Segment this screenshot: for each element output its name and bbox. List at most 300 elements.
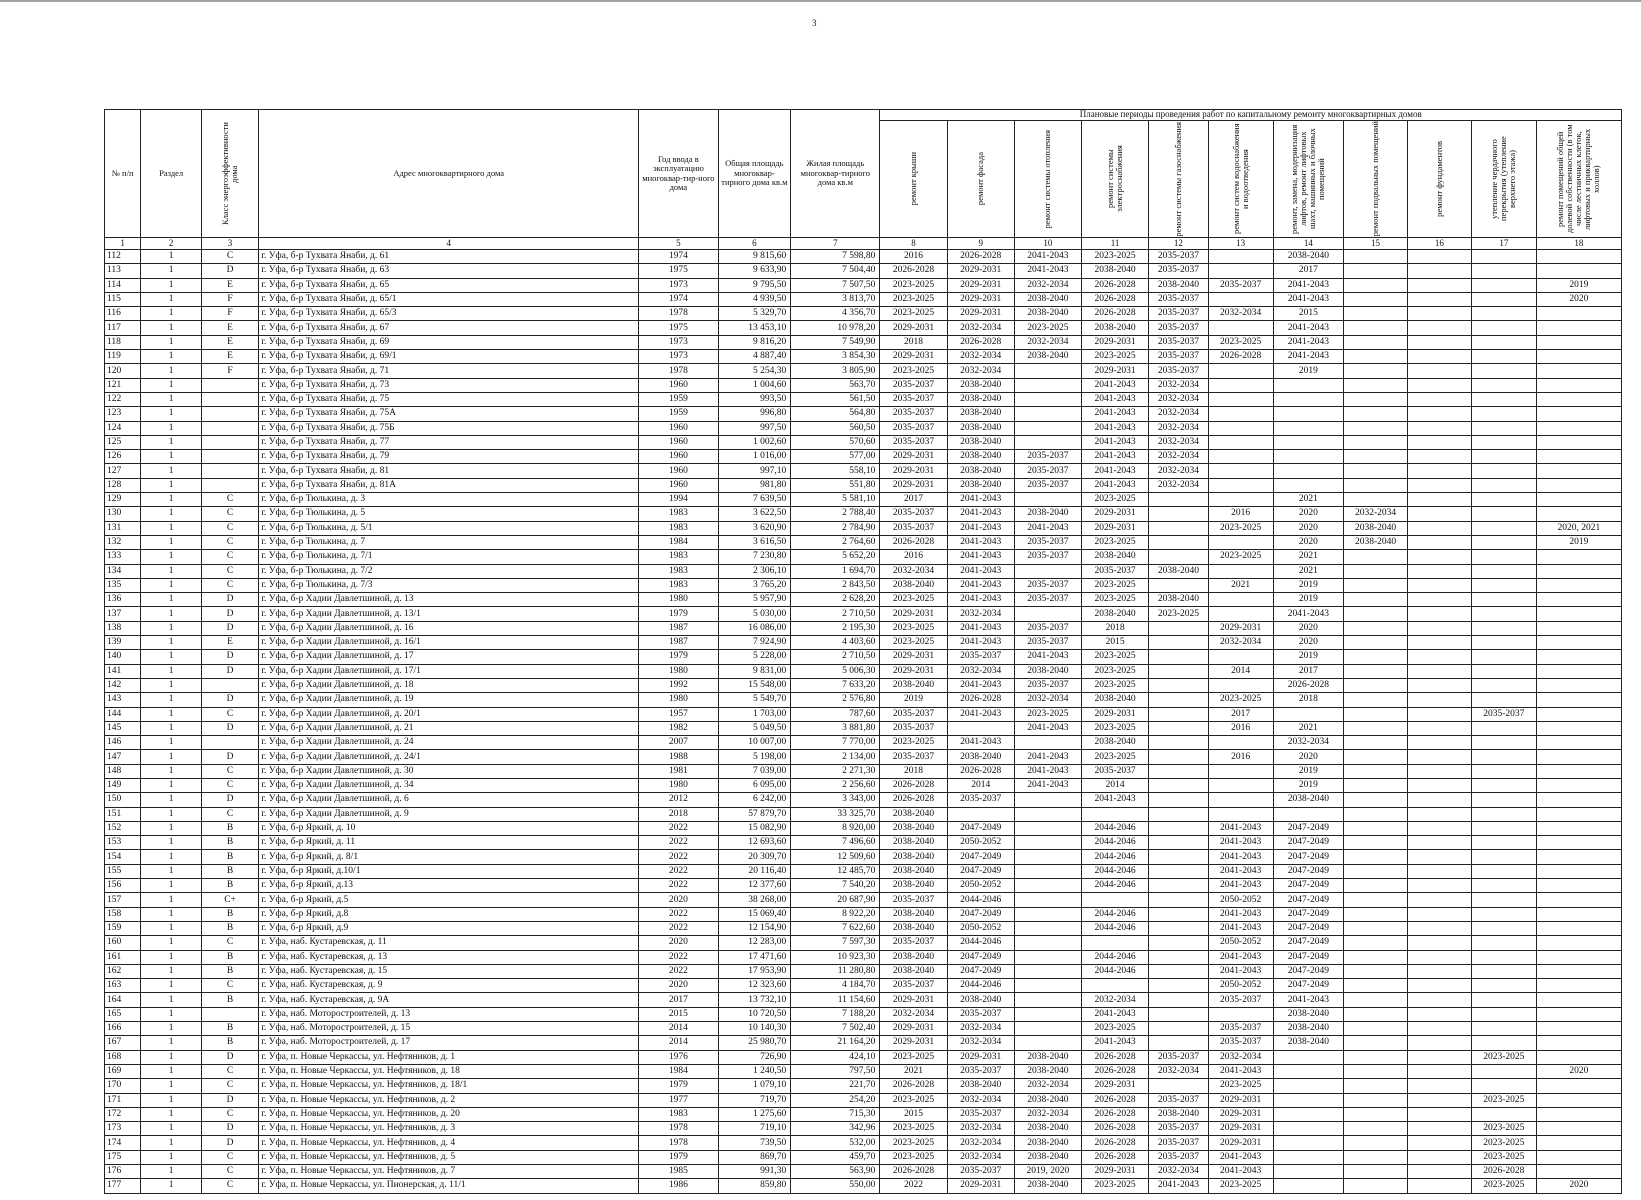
cell-roof: 2029-2031 bbox=[880, 321, 947, 335]
cell-total-area: 5 329,70 bbox=[718, 307, 791, 321]
cell-address: г. Уфа, наб. Кустаревская, д. 9А bbox=[259, 993, 639, 1007]
cell-attic bbox=[1471, 821, 1536, 835]
cell-heating: 2032-2034 bbox=[1014, 693, 1081, 707]
cell-basement bbox=[1344, 378, 1408, 392]
table-row bbox=[105, 350, 1622, 364]
cell-year: 1980 bbox=[639, 664, 718, 678]
cell-num: 145 bbox=[105, 721, 141, 735]
cell-address: г. Уфа, п. Новые Черкассы, ул. Нефтяников, д. 1 bbox=[259, 1050, 639, 1064]
cell-total-area: 10 007,00 bbox=[718, 736, 791, 750]
cell-gas: 2032-2034 bbox=[1149, 478, 1208, 492]
table-row bbox=[105, 278, 1622, 292]
cell-energy-class: C bbox=[201, 493, 258, 507]
cell-living-area: 7 504,40 bbox=[791, 264, 880, 278]
cell-basement bbox=[1344, 979, 1408, 993]
cell-energy-class: B bbox=[201, 864, 258, 878]
table-row bbox=[105, 264, 1622, 278]
cell-facade: 2014 bbox=[947, 778, 1014, 792]
cell-water: 2035-2037 bbox=[1208, 993, 1273, 1007]
table-row bbox=[105, 707, 1622, 721]
cell-electric: 2041-2043 bbox=[1081, 1036, 1148, 1050]
cell-roof: 2029-2031 bbox=[880, 450, 947, 464]
cell-foundation bbox=[1407, 907, 1471, 921]
cell-elevator bbox=[1273, 392, 1343, 406]
cell-elevator: 2019 bbox=[1273, 593, 1343, 607]
table-row bbox=[105, 1036, 1622, 1050]
cell-water bbox=[1208, 478, 1273, 492]
cell-gas: 2041-2043 bbox=[1149, 1179, 1208, 1193]
cell-electric: 2041-2043 bbox=[1081, 793, 1148, 807]
cell-total-area: 3 765,20 bbox=[718, 578, 791, 592]
cell-attic: 2026-2028 bbox=[1471, 1165, 1536, 1179]
cell-energy-class: C bbox=[201, 550, 258, 564]
cell-facade: 2032-2034 bbox=[947, 350, 1014, 364]
header-section: Раздел bbox=[141, 110, 202, 238]
cell-total-area: 4 939,50 bbox=[718, 292, 791, 306]
cell-electric: 2038-2040 bbox=[1081, 321, 1148, 335]
cell-num: 176 bbox=[105, 1165, 141, 1179]
cell-electric: 2026-2028 bbox=[1081, 1107, 1148, 1121]
cell-facade: 2032-2034 bbox=[947, 1036, 1014, 1050]
table-row bbox=[105, 1022, 1622, 1036]
cell-num: 156 bbox=[105, 879, 141, 893]
cell-attic bbox=[1471, 778, 1536, 792]
cell-foundation bbox=[1407, 621, 1471, 635]
cell-common bbox=[1536, 1122, 1621, 1136]
cell-address: г. Уфа, п. Новые Черкассы, ул. Нефтяников, д. 7 bbox=[259, 1165, 639, 1179]
header-living-area: Жилая площадь многоквар-тирного дома кв.м bbox=[791, 110, 880, 238]
cell-electric: 2041-2043 bbox=[1081, 378, 1148, 392]
cell-foundation bbox=[1407, 1122, 1471, 1136]
cell-water: 2041-2043 bbox=[1208, 864, 1273, 878]
cell-attic bbox=[1471, 664, 1536, 678]
cell-gas: 2035-2037 bbox=[1149, 292, 1208, 306]
cell-elevator: 2041-2043 bbox=[1273, 278, 1343, 292]
column-number: 18 bbox=[1536, 238, 1621, 250]
cell-total-area: 7 230,80 bbox=[718, 550, 791, 564]
cell-address: г. Уфа, б-р Тухвата Янаби, д. 75Б bbox=[259, 421, 639, 435]
cell-foundation bbox=[1407, 821, 1471, 835]
cell-facade: 2038-2040 bbox=[947, 478, 1014, 492]
cell-num: 149 bbox=[105, 778, 141, 792]
cell-num: 155 bbox=[105, 864, 141, 878]
cell-living-area: 12 485,70 bbox=[791, 864, 880, 878]
cell-address: г. Уфа, б-р Тухвата Янаби, д. 75А bbox=[259, 407, 639, 421]
cell-gas bbox=[1149, 879, 1208, 893]
cell-address: г. Уфа, б-р Хадии Давлетшиной, д. 30 bbox=[259, 764, 639, 778]
cell-section: 1 bbox=[141, 521, 202, 535]
cell-basement bbox=[1344, 607, 1408, 621]
cell-basement bbox=[1344, 664, 1408, 678]
cell-water bbox=[1208, 778, 1273, 792]
cell-roof: 2032-2034 bbox=[880, 1007, 947, 1021]
cell-total-area: 3 616,50 bbox=[718, 535, 791, 549]
cell-facade: 2032-2034 bbox=[947, 364, 1014, 378]
cell-gas: 2035-2037 bbox=[1149, 364, 1208, 378]
cell-common bbox=[1536, 421, 1621, 435]
cell-total-area: 12 323,60 bbox=[718, 979, 791, 993]
cell-attic: 2023-2025 bbox=[1471, 1122, 1536, 1136]
cell-electric: 2029-2031 bbox=[1081, 1079, 1148, 1093]
cell-gas bbox=[1149, 921, 1208, 935]
table-row bbox=[105, 1165, 1622, 1179]
table-row bbox=[105, 778, 1622, 792]
table-row bbox=[105, 421, 1622, 435]
cell-living-area: 8 922,20 bbox=[791, 907, 880, 921]
cell-year: 1960 bbox=[639, 450, 718, 464]
cell-num: 167 bbox=[105, 1036, 141, 1050]
cell-common bbox=[1536, 607, 1621, 621]
cell-elevator: 2017 bbox=[1273, 264, 1343, 278]
cell-foundation bbox=[1407, 721, 1471, 735]
cell-address: г. Уфа, б-р Яркий, д. 8/1 bbox=[259, 850, 639, 864]
cell-basement bbox=[1344, 264, 1408, 278]
cell-foundation bbox=[1407, 636, 1471, 650]
cell-facade: 2026-2028 bbox=[947, 250, 1014, 264]
cell-address: г. Уфа, б-р Тюлькина, д. 5/1 bbox=[259, 521, 639, 535]
cell-energy-class: C bbox=[201, 1165, 258, 1179]
cell-total-area: 10 720,50 bbox=[718, 1007, 791, 1021]
cell-section: 1 bbox=[141, 1022, 202, 1036]
cell-section: 1 bbox=[141, 292, 202, 306]
cell-num: 161 bbox=[105, 950, 141, 964]
table-row bbox=[105, 850, 1622, 864]
header-heating: ремонт системы отопления bbox=[1014, 121, 1081, 238]
cell-roof: 2038-2040 bbox=[880, 836, 947, 850]
cell-facade: 2050-2052 bbox=[947, 921, 1014, 935]
cell-section: 1 bbox=[141, 650, 202, 664]
cell-electric: 2044-2046 bbox=[1081, 879, 1148, 893]
cell-roof: 2029-2031 bbox=[880, 478, 947, 492]
cell-common bbox=[1536, 864, 1621, 878]
cell-section: 1 bbox=[141, 593, 202, 607]
cell-common bbox=[1536, 907, 1621, 921]
cell-elevator: 2047-2049 bbox=[1273, 979, 1343, 993]
cell-heating bbox=[1014, 493, 1081, 507]
cell-attic bbox=[1471, 250, 1536, 264]
cell-num: 126 bbox=[105, 450, 141, 464]
cell-address: г. Уфа, п. Новые Черкассы, ул. Нефтяников, д. 20 bbox=[259, 1107, 639, 1121]
cell-roof: 2021 bbox=[880, 1064, 947, 1078]
cell-roof: 2016 bbox=[880, 250, 947, 264]
cell-heating bbox=[1014, 893, 1081, 907]
cell-foundation bbox=[1407, 650, 1471, 664]
cell-year: 2022 bbox=[639, 879, 718, 893]
cell-roof: 2035-2037 bbox=[880, 979, 947, 993]
cell-address: г. Уфа, б-р Тухвата Янаби, д. 71 bbox=[259, 364, 639, 378]
cell-water: 2023-2025 bbox=[1208, 550, 1273, 564]
cell-num: 125 bbox=[105, 435, 141, 449]
cell-common bbox=[1536, 964, 1621, 978]
cell-address: г. Уфа, б-р Тюлькина, д. 3 bbox=[259, 493, 639, 507]
header-water: ремонт систем водоснабжения и водоотведения bbox=[1208, 121, 1273, 238]
table-row bbox=[105, 821, 1622, 835]
cell-num: 168 bbox=[105, 1050, 141, 1064]
cell-roof: 2038-2040 bbox=[880, 850, 947, 864]
cell-water bbox=[1208, 407, 1273, 421]
cell-total-area: 5 049,50 bbox=[718, 721, 791, 735]
cell-common bbox=[1536, 1007, 1621, 1021]
cell-electric: 2023-2025 bbox=[1081, 1022, 1148, 1036]
table-row bbox=[105, 1179, 1622, 1193]
cell-energy-class: B bbox=[201, 993, 258, 1007]
cell-electric: 2038-2040 bbox=[1081, 264, 1148, 278]
cell-num: 170 bbox=[105, 1079, 141, 1093]
cell-total-area: 12 377,60 bbox=[718, 879, 791, 893]
cell-attic bbox=[1471, 793, 1536, 807]
cell-roof: 2023-2025 bbox=[880, 1050, 947, 1064]
cell-living-area: 12 509,60 bbox=[791, 850, 880, 864]
cell-num: 123 bbox=[105, 407, 141, 421]
cell-energy-class: C bbox=[201, 707, 258, 721]
cell-year: 2020 bbox=[639, 936, 718, 950]
cell-num: 132 bbox=[105, 535, 141, 549]
cell-total-area: 5 957,90 bbox=[718, 593, 791, 607]
cell-section: 1 bbox=[141, 793, 202, 807]
cell-year: 1978 bbox=[639, 1136, 718, 1150]
cell-gas bbox=[1149, 721, 1208, 735]
cell-address: г. Уфа, б-р Тухвата Янаби, д. 65 bbox=[259, 278, 639, 292]
cell-year: 1979 bbox=[639, 650, 718, 664]
table-row bbox=[105, 307, 1622, 321]
cell-num: 134 bbox=[105, 564, 141, 578]
cell-roof: 2035-2037 bbox=[880, 407, 947, 421]
cell-attic bbox=[1471, 650, 1536, 664]
cell-basement bbox=[1344, 407, 1408, 421]
cell-water bbox=[1208, 593, 1273, 607]
cell-water: 2023-2025 bbox=[1208, 1079, 1273, 1093]
cell-electric: 2026-2028 bbox=[1081, 1150, 1148, 1164]
cell-electric: 2023-2025 bbox=[1081, 1179, 1148, 1193]
cell-elevator: 2047-2049 bbox=[1273, 964, 1343, 978]
cell-basement bbox=[1344, 850, 1408, 864]
cell-electric: 2018 bbox=[1081, 621, 1148, 635]
cell-total-area: 1 240,50 bbox=[718, 1064, 791, 1078]
table-row bbox=[105, 593, 1622, 607]
cell-energy-class: C bbox=[201, 764, 258, 778]
cell-water bbox=[1208, 678, 1273, 692]
cell-basement bbox=[1344, 1165, 1408, 1179]
cell-facade: 2041-2043 bbox=[947, 678, 1014, 692]
cell-num: 140 bbox=[105, 650, 141, 664]
cell-address: г. Уфа, б-р Хадии Давлетшиной, д. 24/1 bbox=[259, 750, 639, 764]
cell-gas bbox=[1149, 936, 1208, 950]
cell-num: 158 bbox=[105, 907, 141, 921]
cell-num: 159 bbox=[105, 921, 141, 935]
cell-address: г. Уфа, п. Новые Черкассы, ул. Пионерская, д. 11/1 bbox=[259, 1179, 639, 1193]
table-row bbox=[105, 750, 1622, 764]
cell-num: 143 bbox=[105, 693, 141, 707]
cell-common bbox=[1536, 778, 1621, 792]
cell-heating: 2035-2037 bbox=[1014, 478, 1081, 492]
table-row bbox=[105, 964, 1622, 978]
cell-roof: 2029-2031 bbox=[880, 464, 947, 478]
cell-electric: 2038-2040 bbox=[1081, 736, 1148, 750]
cell-energy-class: C bbox=[201, 521, 258, 535]
cell-facade: 2041-2043 bbox=[947, 521, 1014, 535]
cell-water: 2016 bbox=[1208, 721, 1273, 735]
cell-electric: 2023-2025 bbox=[1081, 250, 1148, 264]
cell-common bbox=[1536, 893, 1621, 907]
cell-electric: 2029-2031 bbox=[1081, 364, 1148, 378]
cell-roof: 2026-2028 bbox=[880, 535, 947, 549]
cell-year: 1978 bbox=[639, 364, 718, 378]
cell-heating bbox=[1014, 793, 1081, 807]
cell-electric: 2041-2043 bbox=[1081, 392, 1148, 406]
cell-living-area: 787,60 bbox=[791, 707, 880, 721]
cell-year: 1986 bbox=[639, 1179, 718, 1193]
cell-year: 1960 bbox=[639, 435, 718, 449]
table-row bbox=[105, 364, 1622, 378]
cell-electric: 2023-2025 bbox=[1081, 678, 1148, 692]
cell-gas bbox=[1149, 707, 1208, 721]
cell-electric: 2023-2025 bbox=[1081, 664, 1148, 678]
cell-heating bbox=[1014, 907, 1081, 921]
cell-water: 2032-2034 bbox=[1208, 636, 1273, 650]
cell-electric: 2035-2037 bbox=[1081, 564, 1148, 578]
cell-facade: 2041-2043 bbox=[947, 636, 1014, 650]
cell-total-area: 15 082,90 bbox=[718, 821, 791, 835]
cell-gas bbox=[1149, 950, 1208, 964]
cell-electric bbox=[1081, 979, 1148, 993]
cell-living-area: 4 356,70 bbox=[791, 307, 880, 321]
cell-year: 2012 bbox=[639, 793, 718, 807]
cell-section: 1 bbox=[141, 678, 202, 692]
cell-electric: 2041-2043 bbox=[1081, 1007, 1148, 1021]
cell-heating bbox=[1014, 993, 1081, 1007]
cell-roof: 2035-2037 bbox=[880, 707, 947, 721]
table-row bbox=[105, 764, 1622, 778]
cell-num: 124 bbox=[105, 421, 141, 435]
cell-facade: 2038-2040 bbox=[947, 450, 1014, 464]
cell-electric: 2026-2028 bbox=[1081, 278, 1148, 292]
cell-attic bbox=[1471, 350, 1536, 364]
cell-total-area: 997,10 bbox=[718, 464, 791, 478]
cell-common bbox=[1536, 750, 1621, 764]
cell-roof: 2017 bbox=[880, 493, 947, 507]
cell-water bbox=[1208, 1007, 1273, 1021]
cell-num: 114 bbox=[105, 278, 141, 292]
cell-energy-class: C bbox=[201, 578, 258, 592]
cell-energy-class: C bbox=[201, 507, 258, 521]
cell-foundation bbox=[1407, 292, 1471, 306]
cell-basement bbox=[1344, 1150, 1408, 1164]
cell-foundation bbox=[1407, 850, 1471, 864]
cell-facade: 2026-2028 bbox=[947, 335, 1014, 349]
table-row bbox=[105, 250, 1622, 264]
cell-total-area: 15 069,40 bbox=[718, 907, 791, 921]
cell-section: 1 bbox=[141, 893, 202, 907]
cell-energy-class: C bbox=[201, 1107, 258, 1121]
cell-year: 2022 bbox=[639, 907, 718, 921]
cell-foundation bbox=[1407, 836, 1471, 850]
cell-common bbox=[1536, 979, 1621, 993]
cell-num: 144 bbox=[105, 707, 141, 721]
cell-foundation bbox=[1407, 1050, 1471, 1064]
cell-heating: 2041-2043 bbox=[1014, 250, 1081, 264]
table-row bbox=[105, 321, 1622, 335]
cell-facade: 2050-2052 bbox=[947, 879, 1014, 893]
cell-electric: 2044-2046 bbox=[1081, 964, 1148, 978]
cell-common bbox=[1536, 350, 1621, 364]
cell-roof: 2023-2025 bbox=[880, 1122, 947, 1136]
cell-total-area: 726,90 bbox=[718, 1050, 791, 1064]
cell-common bbox=[1536, 507, 1621, 521]
cell-water bbox=[1208, 807, 1273, 821]
cell-heating bbox=[1014, 1007, 1081, 1021]
cell-gas: 2035-2037 bbox=[1149, 335, 1208, 349]
cell-water: 2029-2031 bbox=[1208, 621, 1273, 635]
cell-elevator bbox=[1273, 1165, 1343, 1179]
cell-common bbox=[1536, 564, 1621, 578]
cell-facade: 2035-2037 bbox=[947, 1165, 1014, 1179]
cell-num: 150 bbox=[105, 793, 141, 807]
cell-living-area: 10 978,20 bbox=[791, 321, 880, 335]
column-number: 4 bbox=[259, 238, 639, 250]
cell-heating: 2038-2040 bbox=[1014, 1179, 1081, 1193]
cell-foundation bbox=[1407, 521, 1471, 535]
cell-living-area: 7 549,90 bbox=[791, 335, 880, 349]
cell-section: 1 bbox=[141, 764, 202, 778]
cell-attic bbox=[1471, 864, 1536, 878]
cell-gas bbox=[1149, 993, 1208, 1007]
cell-total-area: 1 016,00 bbox=[718, 450, 791, 464]
cell-num: 112 bbox=[105, 250, 141, 264]
cell-num: 164 bbox=[105, 993, 141, 1007]
cell-num: 152 bbox=[105, 821, 141, 835]
table-row bbox=[105, 464, 1622, 478]
cell-year: 1960 bbox=[639, 421, 718, 435]
cell-living-area: 3 881,80 bbox=[791, 721, 880, 735]
cell-year: 1987 bbox=[639, 621, 718, 635]
cell-address: г. Уфа, б-р Хадии Давлетшиной, д. 20/1 bbox=[259, 707, 639, 721]
cell-heating: 2038-2040 bbox=[1014, 507, 1081, 521]
cell-attic bbox=[1471, 764, 1536, 778]
cell-num: 173 bbox=[105, 1122, 141, 1136]
cell-elevator: 2020 bbox=[1273, 621, 1343, 635]
cell-year: 2007 bbox=[639, 736, 718, 750]
cell-water: 2041-2043 bbox=[1208, 921, 1273, 935]
cell-total-area: 13 453,10 bbox=[718, 321, 791, 335]
cell-num: 136 bbox=[105, 593, 141, 607]
cell-water bbox=[1208, 292, 1273, 306]
cell-foundation bbox=[1407, 321, 1471, 335]
cell-address: г. Уфа, б-р Яркий, д.9 bbox=[259, 921, 639, 935]
cell-total-area: 1 275,60 bbox=[718, 1107, 791, 1121]
cell-energy-class: C bbox=[201, 807, 258, 821]
cell-water: 2041-2043 bbox=[1208, 950, 1273, 964]
cell-water bbox=[1208, 650, 1273, 664]
cell-facade: 2029-2031 bbox=[947, 1179, 1014, 1193]
cell-num: 138 bbox=[105, 621, 141, 635]
cell-address: г. Уфа, п. Новые Черкассы, ул. Нефтяников, д. 18/1 bbox=[259, 1079, 639, 1093]
cell-num: 135 bbox=[105, 578, 141, 592]
cell-address: г. Уфа, б-р Хадии Давлетшиной, д. 17 bbox=[259, 650, 639, 664]
cell-gas bbox=[1149, 650, 1208, 664]
cell-energy-class: F bbox=[201, 292, 258, 306]
cell-heating bbox=[1014, 1036, 1081, 1050]
cell-num: 166 bbox=[105, 1022, 141, 1036]
header-total-area: Общая площадь многоквар-тирного дома кв.м bbox=[718, 110, 791, 238]
cell-water: 2032-2034 bbox=[1208, 307, 1273, 321]
cell-num: 169 bbox=[105, 1064, 141, 1078]
cell-basement bbox=[1344, 836, 1408, 850]
cell-foundation bbox=[1407, 1150, 1471, 1164]
cell-energy-class: B bbox=[201, 821, 258, 835]
header-foundation: ремонт фундаментов bbox=[1407, 121, 1471, 238]
cell-common bbox=[1536, 1022, 1621, 1036]
cell-address: г. Уфа, наб. Кустаревская, д. 15 bbox=[259, 964, 639, 978]
